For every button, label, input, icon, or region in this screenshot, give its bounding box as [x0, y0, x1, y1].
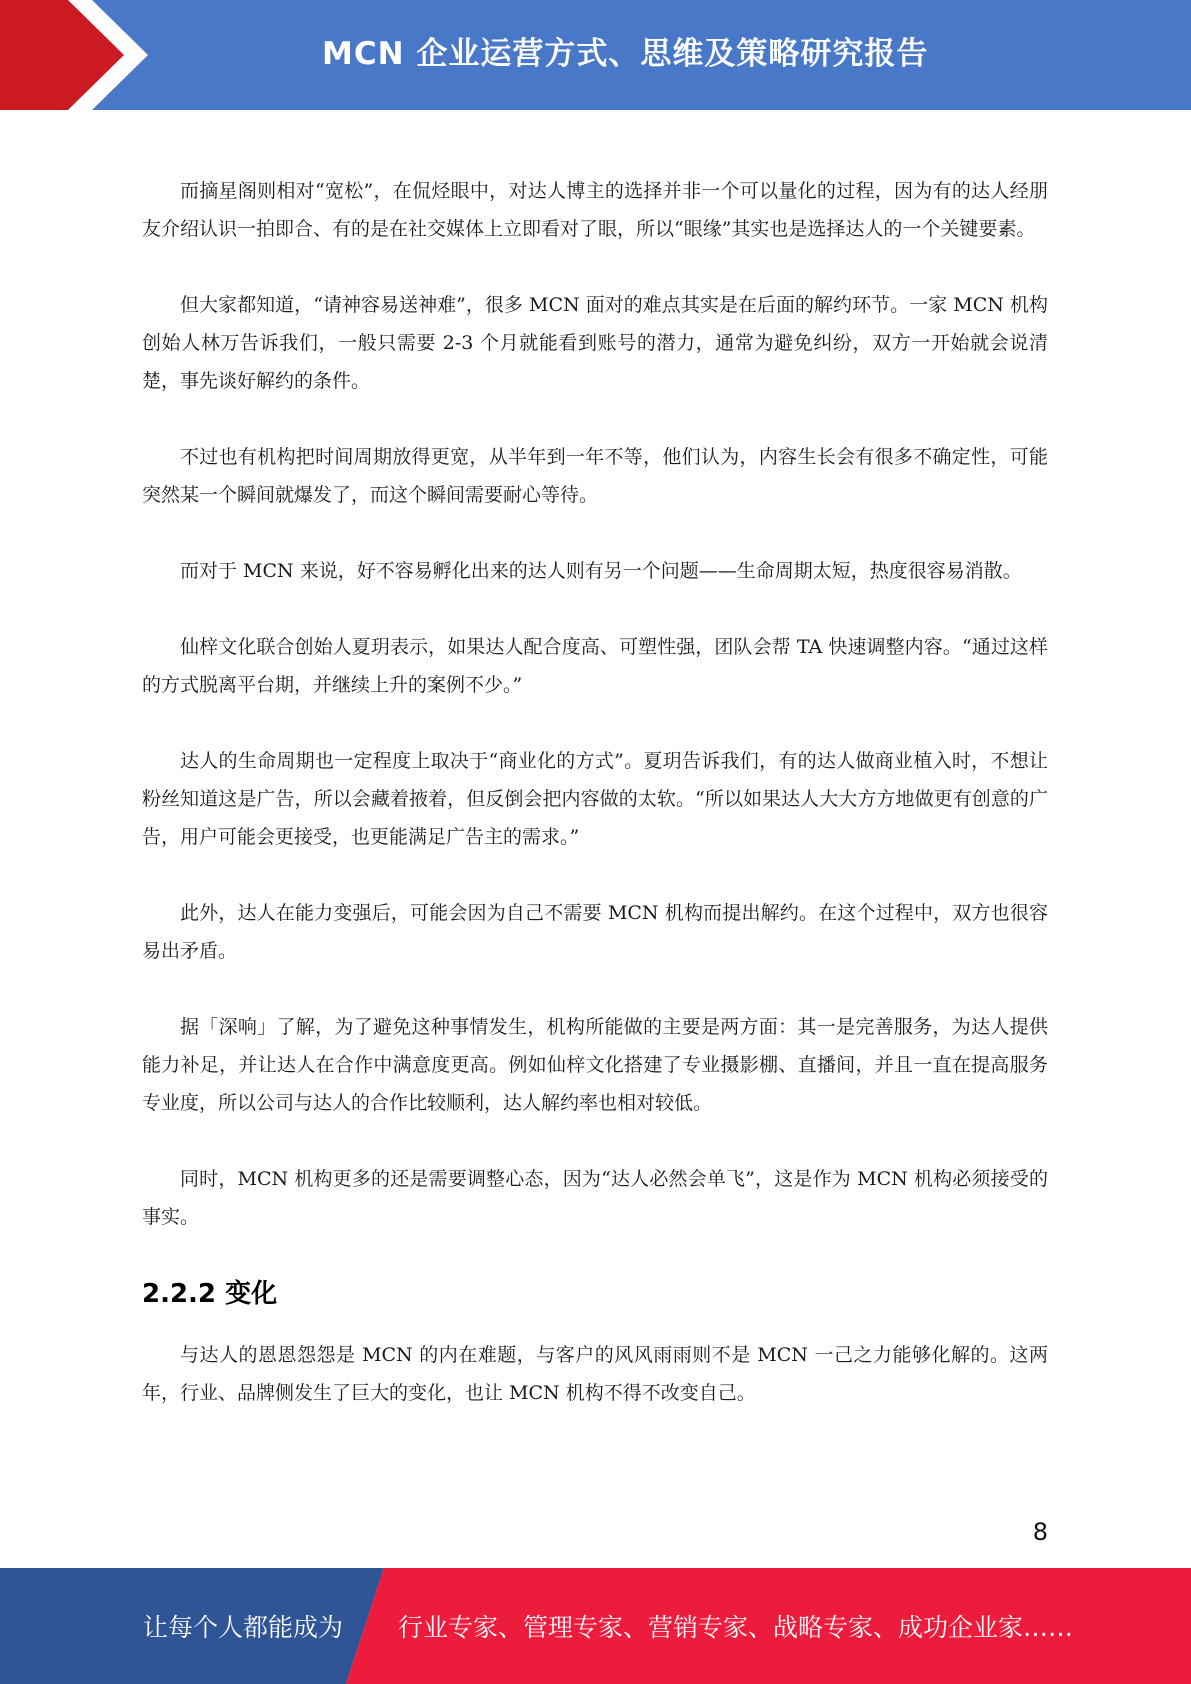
- body-paragraph: 而摘星阁则相对“宽松”，在侃烃眼中，对达人博主的选择并非一个可以量化的过程，因为有的达人经朋友介绍认识一拍即合、有的是在社交媒体上立即看对了眼，所以“眼缘”其实也是选择达人的一个关键要素。: [142, 180, 1048, 240]
- document-body: [142, 172, 1048, 1450]
- body-paragraph: 据「深响」了解，为了避免这种事情发生，机构所能做的主要是两方面：其一是完善服务，为达人提供能力补足，并让达人在合作中满意度更高。例如仙梓文化搭建了专业摄影棚、直播间，并且一直在提高服务专业度，所以公司与达人的合作比较顺利，达人解约率也相对较低。: [142, 1016, 1048, 1114]
- body-paragraph: 而对于 MCN 来说，好不容易孵化出来的达人则有另一个问题——生命周期太短，热度很容易消散。: [180, 560, 1022, 582]
- page-header: [0, 0, 1191, 110]
- body-paragraph: 此外，达人在能力变强后，可能会因为自己不需要 MCN 机构而提出解约。在这个过程中，双方也很容易出矛盾。: [142, 902, 1048, 962]
- body-paragraph: 与达人的恩恩怨怨是 MCN 的内在难题，与客户的风风雨雨则不是 MCN 一己之力能够化解的。这两年，行业、品牌侧发生了巨大的变化，也让 MCN 机构不得不改变自己。: [142, 1344, 1048, 1404]
- body-paragraph: 同时，MCN 机构更多的还是需要调整心态，因为“达人必然会单飞”，这是作为 MCN 机构必须接受的事实。: [142, 1168, 1048, 1228]
- body-paragraph: 达人的生命周期也一定程度上取决于“商业化的方式”。夏玥告诉我们，有的达人做商业植入时，不想让粉丝知道这是广告，所以会藏着掖着，但反倒会把内容做的太软。“所以如果达人大大方方地做更有创意的广告，用户可能会更接受，也更能满足广告主的需求。”: [142, 750, 1048, 848]
- footer-slogan-left: 让每个人都能成为: [143, 1613, 344, 1642]
- page-footer: [0, 1568, 1191, 1684]
- page-number: 8: [1032, 1518, 1048, 1546]
- body-paragraph: 不过也有机构把时间周期放得更宽，从半年到一年不等，他们认为，内容生长会有很多不确定性，可能突然某一个瞬间就爆发了，而这个瞬间需要耐心等待。: [142, 446, 1048, 506]
- section-heading: 2.2.2 变化: [142, 1279, 278, 1309]
- header-title: MCN 企业运营方式、思维及策略研究报告: [322, 36, 929, 72]
- body-paragraph: 但大家都知道，“请神容易送神难”，很多 MCN 面对的难点其实是在后面的解约环节。一家 MCN 机构创始人林万告诉我们，一般只需要 2-3 个月就能看到账号的潜力，通常为避免纠纷，双方一开始就会说清楚，事先谈好解约的条件。: [142, 294, 1048, 392]
- footer-slogan-right: 行业专家、管理专家、营销专家、战略专家、成功企业家……: [398, 1613, 1074, 1642]
- body-paragraph: 仙梓文化联合创始人夏玥表示，如果达人配合度高、可塑性强，团队会帮 TA 快速调整内容。“通过这样的方式脱离平台期，并继续上升的案例不少。”: [142, 636, 1048, 696]
